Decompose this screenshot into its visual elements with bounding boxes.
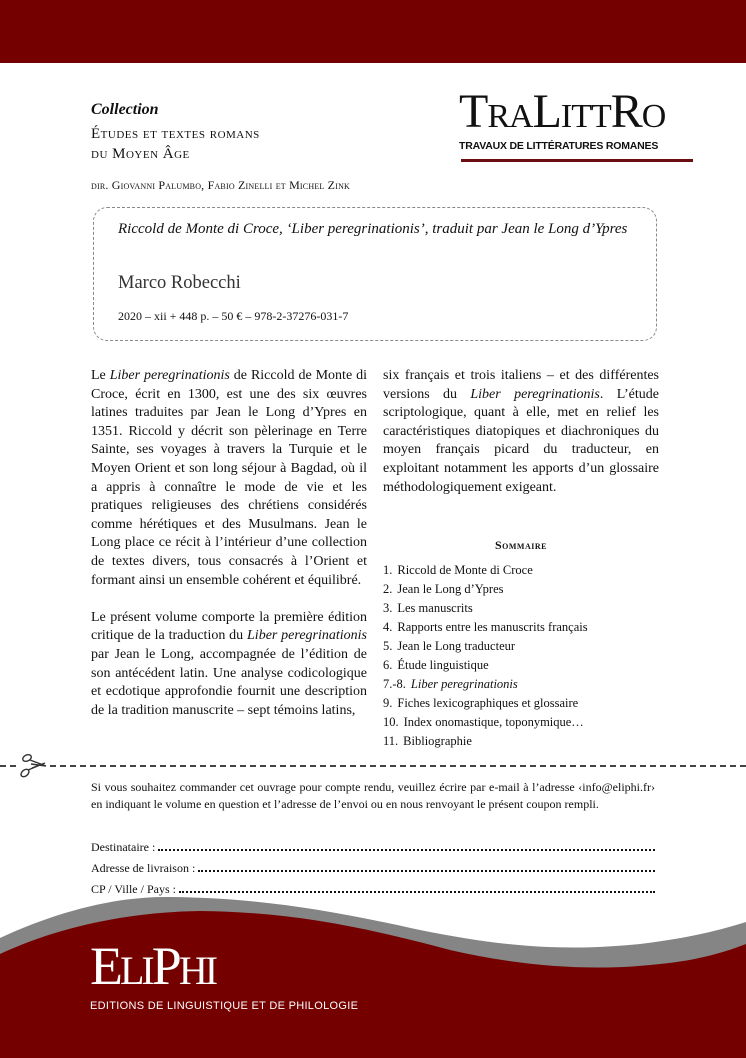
toc-item: 11. Bibliographie: [383, 734, 472, 748]
toc-item: 9. Fiches lexicographiques et glossaire: [383, 696, 579, 710]
series-title-line1: Études et textes romans: [91, 126, 260, 142]
tralittro-wordmark: TRALITTRO: [459, 85, 666, 138]
recipient-label: Destinataire :: [91, 840, 156, 854]
delivery-address-input[interactable]: [198, 862, 655, 872]
description-paragraph-2: Le présent volume comporte la première édition critique de la traduction du Liber peregrinationis par Jean le Long, accompagnée de l’édition de son antécédent latin. Une analyse codicologique et ecdotique approfondie fournit une description de la tradition manuscrite – sept témoins latins,: [91, 609, 367, 718]
toc-item: 5. Jean le Long traducteur: [383, 639, 516, 653]
book-meta: 2020 – xii + 448 p. – 50 € – 978-2-37276-031-7: [118, 309, 349, 323]
description-paragraph-1: Le Liber peregrinationis de Riccold de Monte di Croce, écrit en 1300, est une des six œuvres latines traduites par Jean le Long d’Ypres en 1351. Riccold y décrit son pèlerinage en Terre Sainte, ses voyages à travers la Turquie et le Moyen Orient et son long séjour à Bagdad, où il a appris à connaître le mode de vie et les pratiques religieuses des chrétiens considérés comme hérétiques et des Musulmans. Jean le Long place ce récit à l’intérieur d’une collection de textes divers, tous consacrés à l’Orient et formant ainsi un ensemble cohérent et équilibré.: [91, 368, 367, 588]
eliphi-logo: [90, 936, 359, 1012]
table-of-contents: [383, 538, 659, 751]
delivery-address-label: Adresse de livraison :: [91, 861, 196, 875]
work-title: Liber peregrinationis: [109, 368, 230, 383]
recipient-input[interactable]: [158, 841, 655, 851]
book-info-box: [93, 207, 657, 341]
series-title-line2: du Moyen Âge: [91, 146, 190, 162]
toc-heading: Sommaire: [494, 538, 547, 552]
tralittro-logo: [459, 85, 689, 162]
series-directors: dir. Giovanni Palumbo, Fabio Zinelli et Michel Zink: [91, 178, 351, 192]
cut-line: [0, 765, 746, 767]
eliphi-subtitle: EDITIONS DE LINGUISTIQUE ET DE PHILOLOGIE: [90, 1000, 359, 1012]
toc-item: 10. Index onomastique, toponymique…: [383, 715, 584, 729]
collection-heading: [91, 100, 451, 164]
work-title: Liber peregrinationis: [247, 628, 367, 644]
toc-item: 1. Riccold de Monte di Croce: [383, 563, 533, 577]
coupon-instructions: Si vous souhaitez commander cet ouvrage pour compte rendu, veuillez écrire par e-mail à l’adresse ‹info@eliphi.fr› en indiquant le volume en question et l’adresse de l’envoi ou en nous renvoyant le présent coupon rempli.: [91, 780, 655, 811]
toc-item: 7.-8. Liber peregrinationis: [383, 677, 518, 691]
toc-item: 2. Jean le Long d’Ypres: [383, 582, 504, 596]
tralittro-subtitle: TRAVAUX DE LITTÉRATURES ROMANES: [459, 140, 659, 152]
delivery-address-field[interactable]: [91, 861, 655, 882]
scissors-icon: [18, 752, 48, 780]
toc-item: 6. Étude linguistique: [383, 658, 489, 672]
eliphi-wordmark: ELIPHI: [90, 936, 216, 996]
description-right-column: [383, 367, 659, 497]
recipient-field[interactable]: [91, 840, 655, 861]
book-title: Riccold de Monte di Croce, ‘Liber peregrinationis’, traduit par Jean le Long d’Ypres: [118, 221, 628, 237]
book-author: Marco Robecchi: [118, 273, 241, 293]
tralittro-rule: [461, 159, 693, 162]
series-title: [91, 124, 451, 164]
work-title: Liber peregrinationis: [470, 386, 600, 402]
toc-list: [383, 561, 659, 751]
collection-label: Collection: [91, 101, 159, 118]
description-left-column: [91, 367, 367, 720]
toc-item: 3. Les manuscrits: [383, 601, 473, 615]
toc-item: 4. Rapports entre les manuscrits français: [383, 620, 588, 634]
top-banner: [0, 0, 746, 63]
description-paragraph-3: six français et trois italiens – et des différentes versions du Liber peregrinationis. L’étude scriptologique, quant à elle, met en relief les caractéristiques diatopiques et diachroniques du moyen français picard du traducteur, en exploitant notamment les apports d’un glossaire méthodologiquement exigeant.: [383, 368, 659, 495]
postcode-city-country-label: CP / Ville / Pays :: [91, 882, 176, 896]
